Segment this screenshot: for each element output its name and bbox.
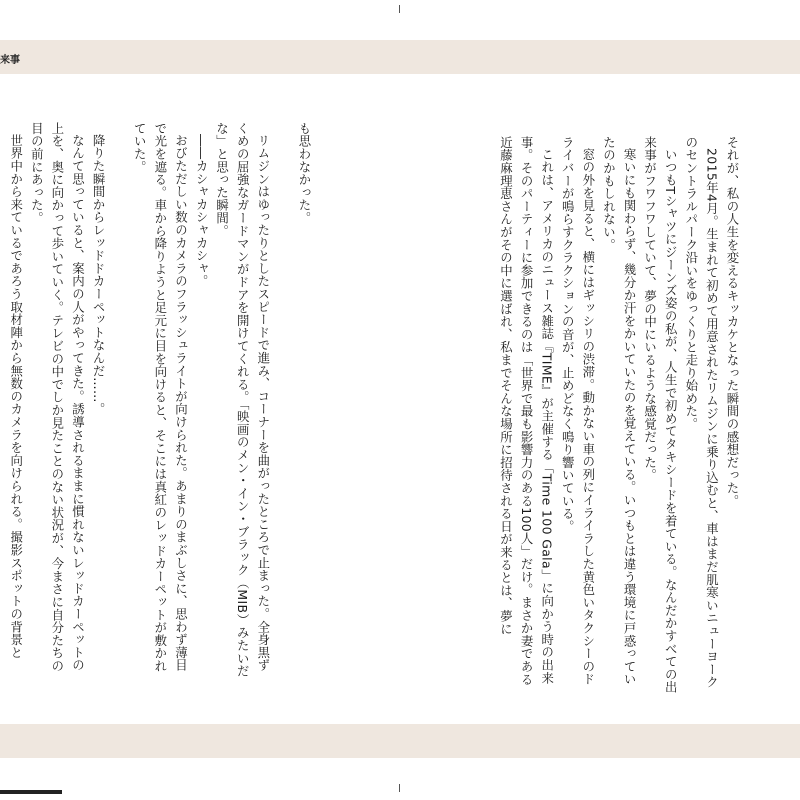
- paragraph: 世界中から来ているであろう取材陣から無数のカメラを向けられる。撮影スポットの背景と: [8, 134, 24, 660]
- blank-line: [108, 122, 129, 684]
- paragraph: 寒いにも関わらず、幾分か汗をかいていたのを覚えている。いつもとは違う環境に戸惑っていたのかもしれない。: [601, 136, 638, 686]
- bottom-rule: [0, 790, 62, 794]
- paragraph: 窓の外を見ると、横にはギッシリの渋滞。動かない車の列にイライラした黄色いタクシーのドライバーが鳴らすクラクションの音が、止めどなく鳴り響いている。: [560, 136, 596, 686]
- paragraph: いつもTシャツにジーンズ姿の私が、人生で初めてタキシードを着ている。なんだかすべての出来事がフワフワしていて、夢の中にいるような感覚だった。: [642, 136, 679, 694]
- gutter-mark-bottom: [399, 784, 400, 792]
- right-page-text: [424, 136, 742, 696]
- paragraph: おびただしい数のカメラのフラッシュライトが向けられた。あまりのまぶしさに、思わず薄目で光を遮る。車から降りようと足元に目を向けると、そこには真紅のレッドカーペットが敷かれていた。: [132, 122, 189, 673]
- paragraph: も思わなかった。: [297, 122, 312, 225]
- left-page-text: [0, 122, 314, 684]
- header-band: [0, 40, 800, 74]
- paragraph: リムジンはゆったりとしたスピードで進み、コーナーを曲がったところで止まった。全身黒ずくめの屈強なガードマンがドアを開けてくれる。「映画のメン・イン・ブラック（MIB）みたいだな」と思った瞬間。: [214, 122, 271, 678]
- paragraph: なんて思っていると、案内の人がやってきた。誘導されるままに慣れないレッドカーペットの上を、奥に向かって歩いていく。テレビの中でしか見たことのない状況が、今まさに自分たちの目の前にあった。: [29, 122, 86, 673]
- paragraph: これは、アメリカのニュース雑誌『TIME』が主催する「Time 100 Gala」に向かう時の出来事。そのパーティーに参加できるのは「世界で最も影響力のある100人」だけ。まさか妻である近藤麻理恵さんがその中に選ばれ、私までそんな場所に招待される日が来るとは、夢に: [498, 136, 555, 686]
- paragraph: それが、私の人生を変えるキッカケとなった瞬間の感想だった。: [725, 136, 740, 508]
- paragraph: 2015年4月。生まれて初めて用意されたリムジンに乗り込むと、車はまだ肌寒いニューヨークのセントラルパーク沿いをゆっくりと走り始めた。: [683, 136, 720, 690]
- footer-band: [0, 724, 800, 758]
- gutter-mark-top: [399, 5, 400, 13]
- blank-line: [273, 122, 294, 684]
- paragraph: ――カシャカシャカシャ。: [194, 134, 210, 288]
- paragraph: 降りた瞬間からレッドドカーペットなんだ……。: [91, 134, 107, 416]
- chapter-label: 来事: [0, 55, 20, 66]
